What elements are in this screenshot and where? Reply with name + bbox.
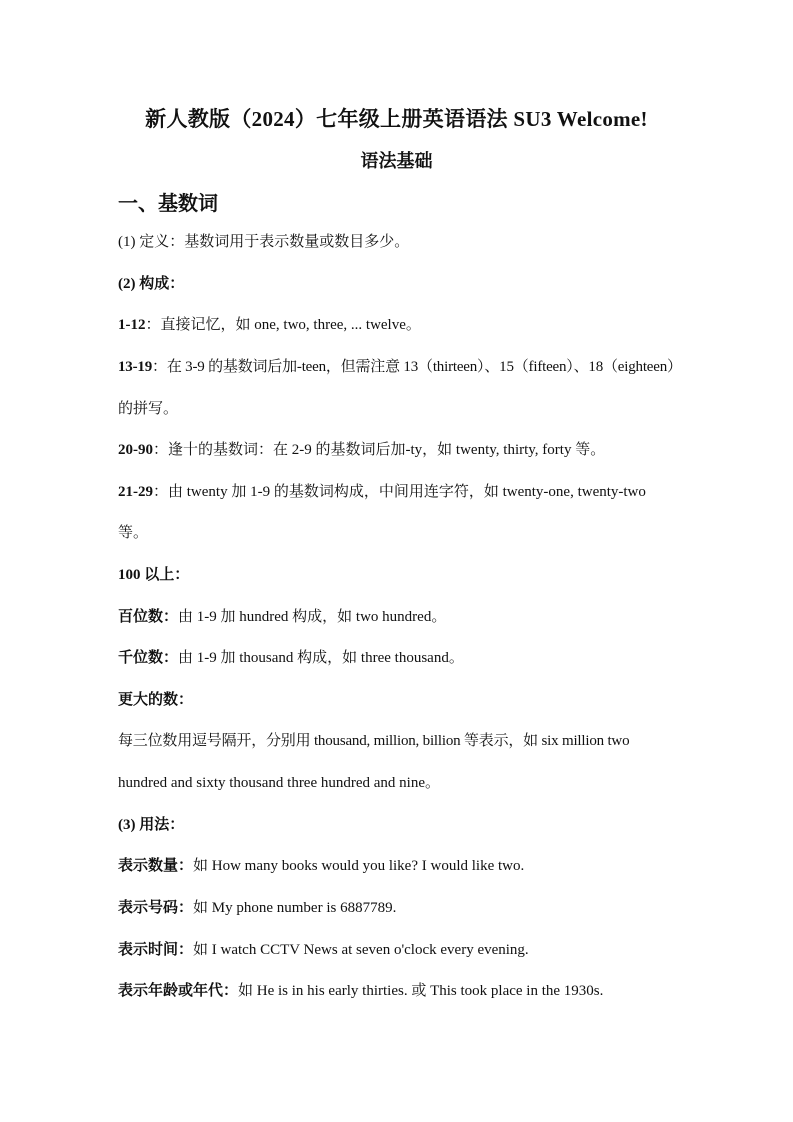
rule-1-12 (118, 313, 678, 337)
hundreds-line (118, 605, 678, 629)
section-heading-cardinal-numbers: 一、基数词 (118, 193, 218, 215)
thousands-label: 千位数： (118, 650, 179, 666)
rule-20-90 (118, 438, 678, 462)
thousands-line (118, 646, 678, 670)
rule-sep: ： (153, 442, 169, 458)
usage-heading: (3) 用法： (118, 817, 185, 833)
definition-text: 基数词用于表示数量或数目多少。 (184, 234, 410, 250)
rule-sep: ： (153, 484, 169, 500)
usage-label: 表示数量： (118, 858, 194, 874)
rule-label: 20-90 (118, 442, 153, 458)
document-subtitle: 语法基础 (360, 151, 433, 171)
usage-label: 表示号码： (118, 900, 194, 916)
rule-label: 1-12 (118, 317, 146, 333)
usage-text: 如 He is in his early thirties. 或 This took place in the 1930s. (238, 983, 604, 999)
rule-13-19-continued: 的拼写。 (118, 401, 179, 417)
rule-text: 在 3-9 的基数词后加-teen，但需注意 13（thirteen）、15（fifteen）、18（eighteen） (166, 359, 682, 375)
usage-label: 表示年龄或年代： (118, 983, 239, 999)
bigger-numbers-line-2: hundred and sixty thousand three hundred and nine。 (118, 775, 441, 791)
rule-21-29-continued: 等。 (118, 525, 149, 541)
document-title: 新人教版（2024）七年级上册英语语法 SU3 Welcome! (145, 107, 648, 131)
usage-label: 表示时间： (118, 942, 194, 958)
thousands-text: 由 1-9 加 thousand 构成，如 three thousand。 (178, 650, 464, 666)
usage-age-decade (118, 979, 678, 1003)
above-100-heading: 100 以上： (118, 567, 190, 583)
definition-label: (1) 定义： (118, 234, 185, 250)
rule-21-29 (118, 480, 678, 504)
definition-line (118, 230, 678, 254)
usage-number (118, 896, 678, 920)
usage-text: 如 I watch CCTV News at seven o'clock every evening. (193, 942, 529, 958)
rule-13-19 (118, 355, 682, 379)
rule-label: 21-29 (118, 484, 153, 500)
composition-heading: (2) 构成： (118, 276, 185, 292)
rule-label: 13-19 (118, 359, 152, 375)
rule-text: 逢十的基数词：在 2-9 的基数词后加-ty，如 twenty, thirty, forty 等。 (168, 442, 606, 458)
hundreds-text: 由 1-9 加 hundred 构成，如 two hundred。 (178, 609, 447, 625)
usage-text: 如 My phone number is 6887789. (193, 900, 397, 916)
bigger-numbers-heading: 更大的数： (118, 692, 194, 708)
rule-sep: ： (145, 317, 161, 333)
usage-text: 如 How many books would you like? I would like two. (193, 858, 525, 874)
rule-sep: ： (152, 359, 167, 375)
hundreds-label: 百位数： (118, 609, 179, 625)
usage-time (118, 938, 678, 962)
rule-text: 直接记忆，如 one, two, three, ... twelve。 (160, 317, 421, 333)
bigger-numbers-line-1: 每三位数用逗号隔开，分别用 thousand, million, billion 等表示，如 six million two (118, 733, 630, 749)
rule-text: 由 twenty 加 1-9 的基数词构成，中间用连字符，如 twenty-one, twenty-two (168, 484, 646, 500)
usage-quantity (118, 854, 678, 878)
